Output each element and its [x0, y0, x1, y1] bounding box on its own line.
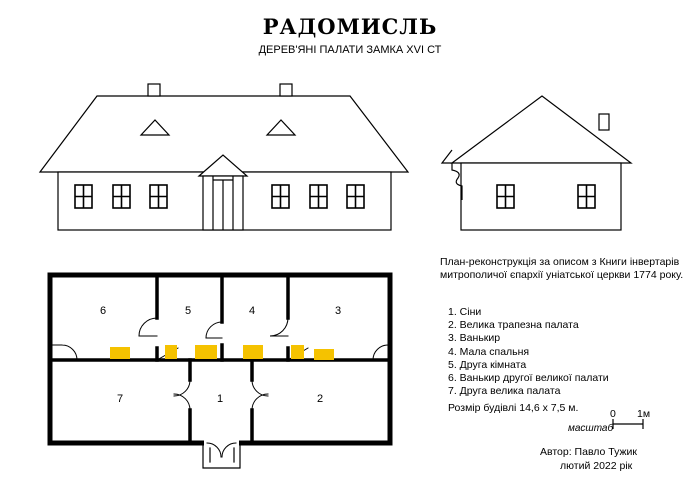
scale-one-meter: 1м: [637, 408, 651, 420]
scale-label: масштаб: [568, 423, 614, 434]
window: [272, 185, 289, 208]
legend-item: 6. Ванькир другої великої палати: [448, 372, 609, 385]
plan-description: План-реконструкція за описом з Книги інвертарів митрополичої єпархії уніатської церкви 1774 року.: [440, 256, 684, 281]
legend-item: 4. Мала спальня: [448, 345, 530, 358]
legend-item: 1. Сіни: [448, 306, 482, 318]
window: [347, 185, 364, 208]
window: [113, 185, 130, 208]
stove: [165, 345, 177, 359]
window: [310, 185, 327, 208]
date-credit: лютий 2022 рік: [560, 460, 633, 472]
scale-zero: 0: [610, 408, 616, 420]
room-number-label: 7: [116, 393, 124, 405]
sheet-title: РАДОМИСЛЬ: [262, 14, 438, 39]
room-legend: [448, 306, 678, 398]
author-credit: Автор: Павло Тужик: [540, 446, 637, 458]
stove: [195, 345, 217, 359]
room-number-label: 5: [184, 305, 192, 317]
sheet-subtitle: ДЕРЕВ'ЯНІ ПАЛАТИ ЗАМКА XVI СТ: [258, 44, 442, 56]
stove: [243, 345, 263, 359]
window: [150, 185, 167, 208]
room-number-label: 6: [99, 305, 107, 317]
room-number-label: 1: [216, 393, 224, 405]
room-number-label: 3: [334, 305, 342, 317]
window: [75, 185, 92, 208]
legend-item: 3. Ванькир: [448, 332, 501, 345]
window: [497, 185, 514, 208]
room-number-label: 4: [248, 305, 256, 317]
legend-item: 2. Велика трапезна палата: [448, 319, 579, 332]
stove: [110, 347, 130, 359]
stove: [291, 345, 304, 359]
room-number-label: 2: [316, 393, 324, 405]
window: [578, 185, 595, 208]
scale-bar: [613, 419, 643, 429]
side-facade: [442, 96, 631, 230]
legend-item: 7. Друга велика палата: [448, 385, 561, 398]
legend-item: 5. Друга кімната: [448, 358, 527, 371]
floor-plan: [50, 275, 390, 468]
stove: [314, 349, 334, 360]
building-size-note: Розмір будівлі 14,6 х 7,5 м.: [448, 402, 579, 414]
